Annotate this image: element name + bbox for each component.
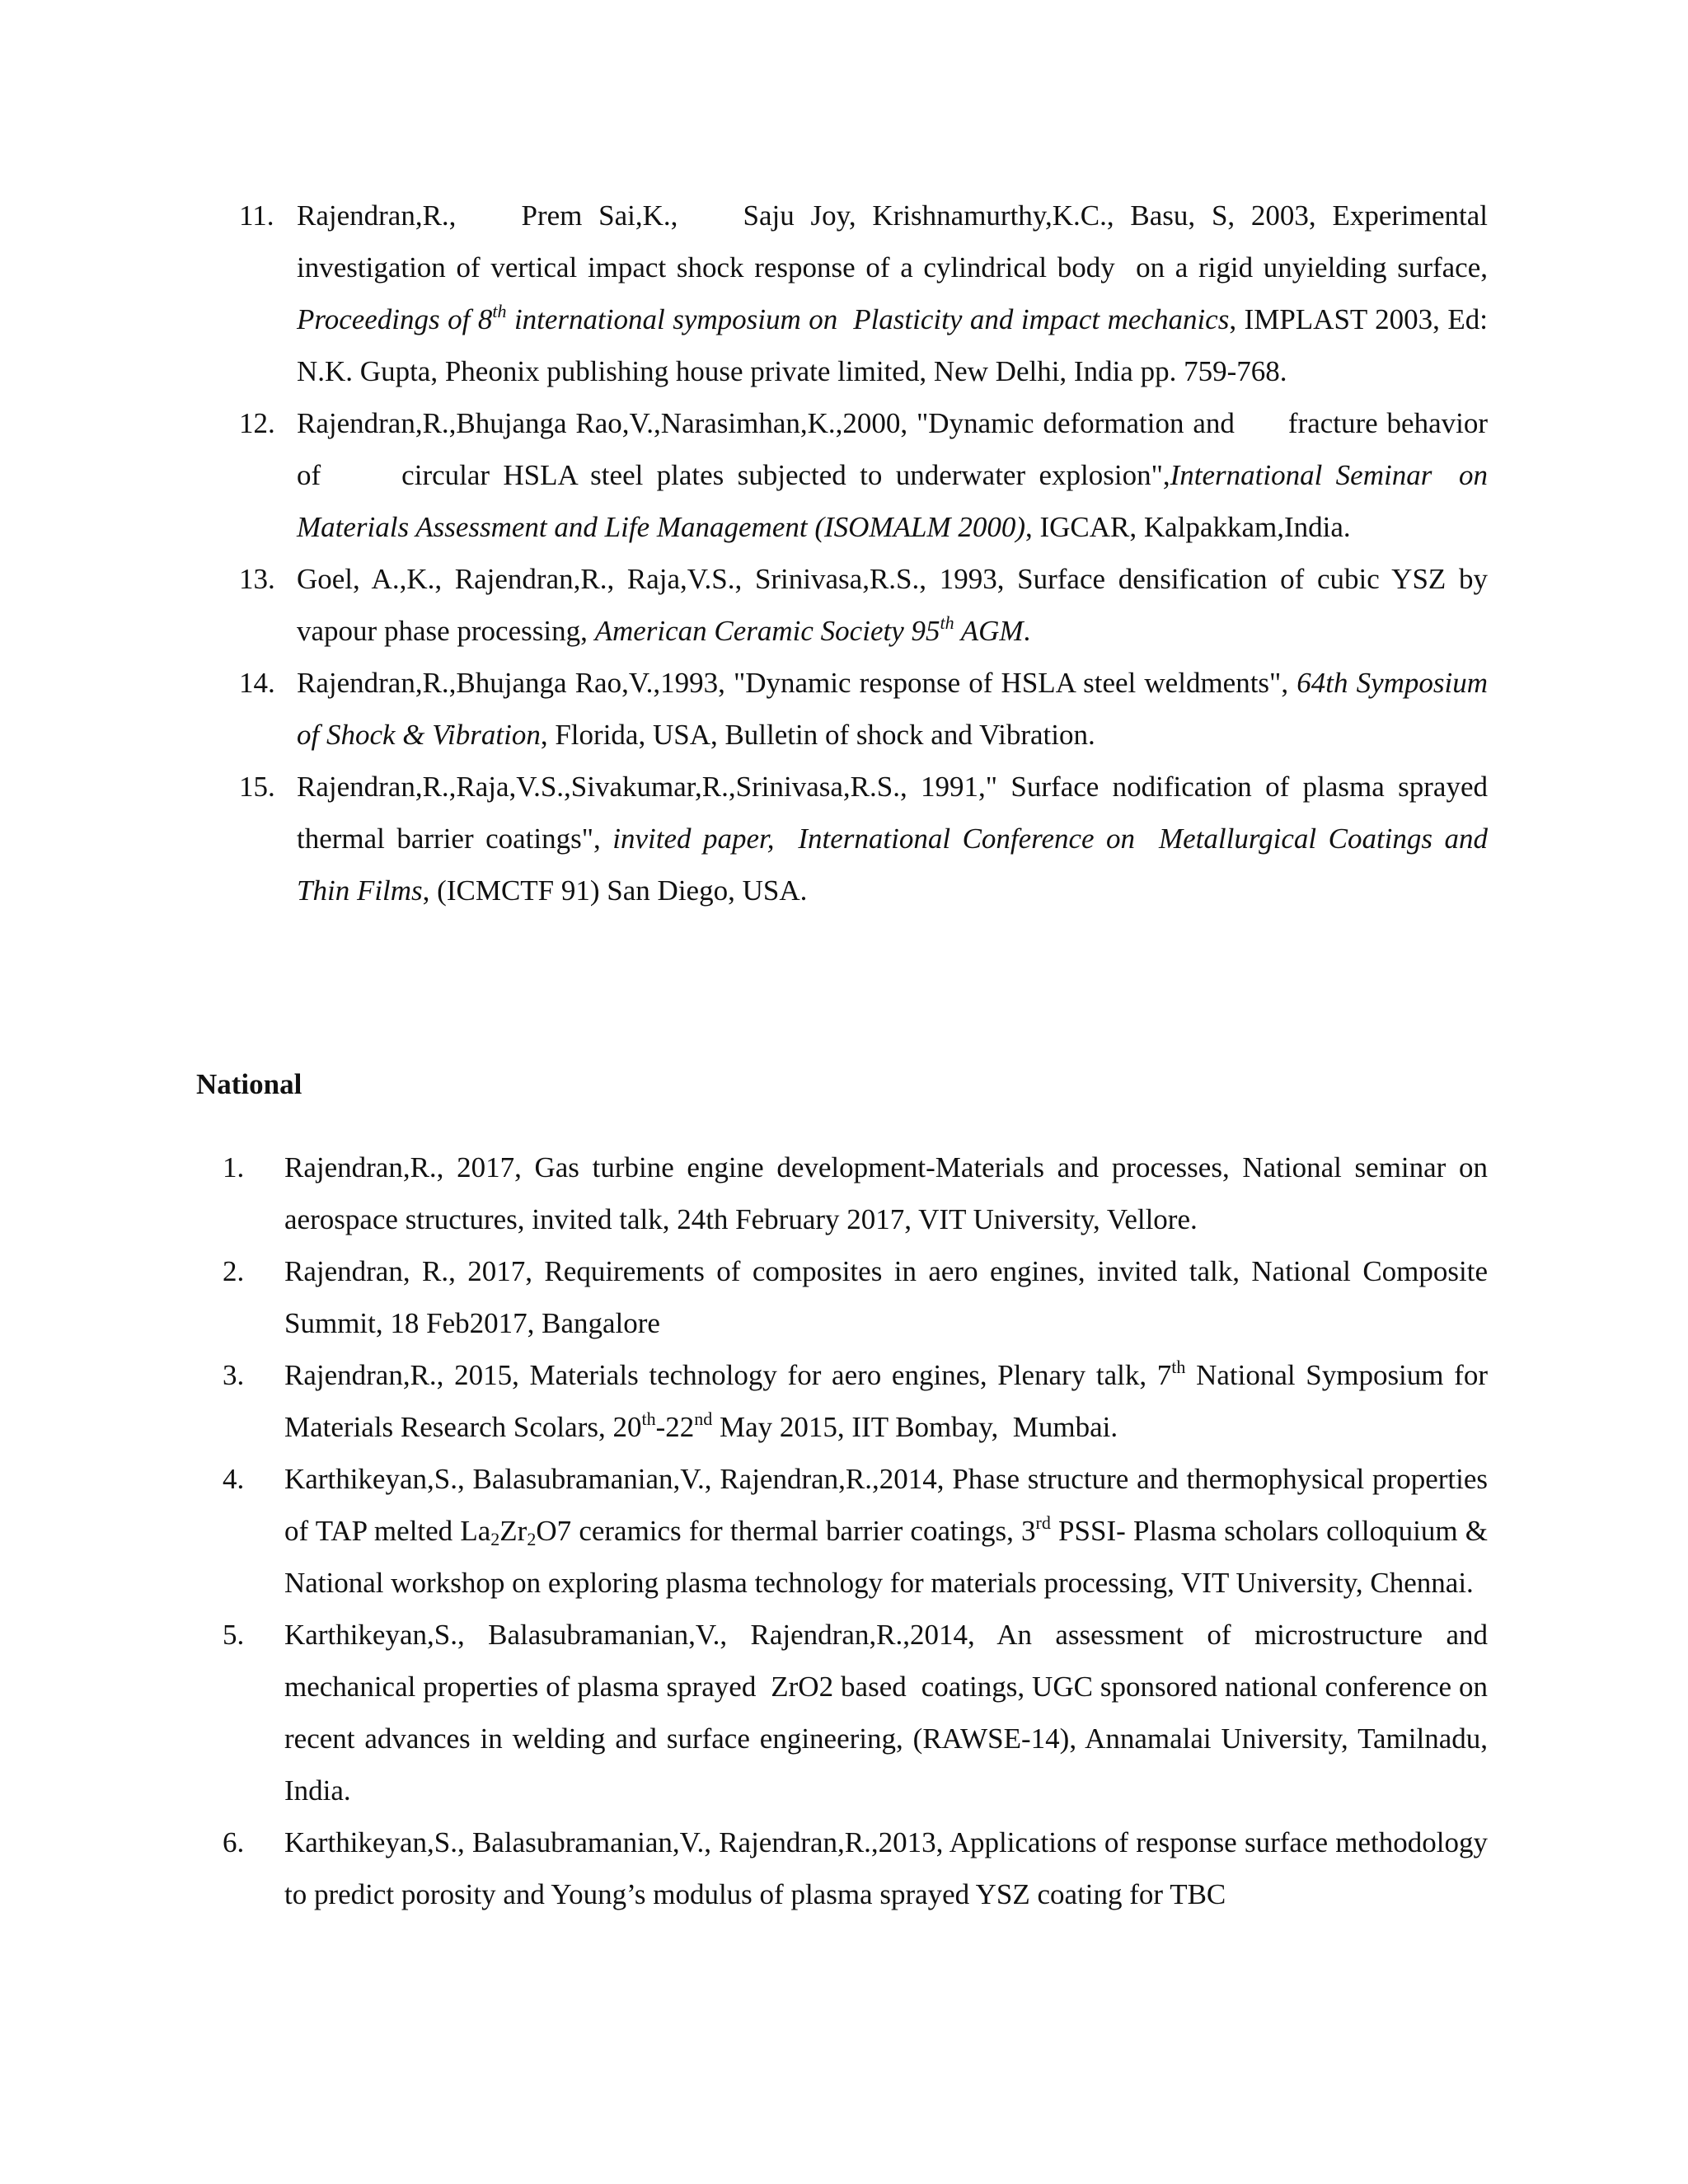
reference-number: 2. [223, 1255, 245, 1287]
text-segment: National Symposium for Materials Research Scolars, 20 [284, 1359, 1488, 1443]
superscript: th [940, 612, 954, 633]
superscript: th [492, 301, 507, 321]
reference-item [239, 397, 1488, 553]
text-segment: Rajendran,R.,Bhujanga Rao,V.,Narasimhan,K.,2000, "Dynamic deformation and fracture behavior of circular HSLA steel plates subjected to underwater explosion", [297, 407, 1488, 491]
reference-number: 5. [223, 1619, 245, 1651]
text-segment: May 2015, IIT Bombay, Mumbai. [712, 1411, 1118, 1443]
reference-item [239, 553, 1488, 657]
reference-text [284, 1453, 1488, 1609]
international-publication-list [239, 190, 1488, 916]
text-segment: O7 ceramics for thermal barrier coatings, 3 [536, 1515, 1036, 1547]
superscript: th [1171, 1357, 1186, 1377]
text-segment: Rajendran,R.,Bhujanga Rao,V.,1993, "Dynamic response of HSLA steel weldments", [297, 667, 1297, 699]
reference-text [297, 657, 1488, 761]
text-segment: . [1023, 615, 1031, 647]
reference-item [223, 1816, 1488, 1920]
italic-segment: American Ceramic Society 95 [594, 615, 940, 647]
italic-segment: invited paper, International Conference on Metallurgical Coatings and Thin Films [297, 823, 1488, 907]
subscript: 2 [490, 1529, 500, 1549]
text-segment: Rajendran, R., 2017, Requirements of composites in aero engines, invited talk, National Composite Summit, 18 Feb2017, Bangalore [284, 1255, 1488, 1339]
reference-number: 14. [239, 667, 275, 699]
reference-item [239, 657, 1488, 761]
reference-item [239, 190, 1488, 397]
reference-text [297, 190, 1488, 397]
text-segment: , IMPLAST 2003, Ed: N.K. Gupta, Pheonix publishing house private limited, New Delhi, India pp. 759-768. [297, 303, 1488, 387]
subscript: 2 [527, 1529, 537, 1549]
reference-number: 4. [223, 1463, 245, 1495]
text-segment: Zr [499, 1515, 528, 1547]
reference-number: 6. [223, 1826, 245, 1858]
national-section-heading: National [196, 1068, 302, 1100]
reference-item [223, 1609, 1488, 1816]
italic-segment: International Seminar on Materials Assessment and Life Management (ISOMALM 2000) [297, 459, 1488, 543]
text-segment: Karthikeyan,S., Balasubramanian,V., Rajendran,R.,2014, Phase structure and thermophysical properties of TAP melted La [284, 1463, 1488, 1547]
reference-number: 12. [239, 407, 275, 439]
italic-segment: 64th Symposium of Shock & Vibration [297, 667, 1489, 751]
text-segment: , IGCAR, Kalpakkam,India. [1025, 511, 1351, 543]
reference-text [284, 1609, 1488, 1816]
reference-number: 11. [239, 199, 274, 232]
superscript: nd [694, 1408, 713, 1429]
reference-text [297, 397, 1488, 553]
text-segment: Rajendran,R., Prem Sai,K., Saju Joy, Krishnamurthy,K.C., Basu, S, 2003, Experimental investigation of vertical impact shock response of a cylindrical body on a rigid unyielding surface, [297, 199, 1488, 284]
reference-number: 3. [223, 1359, 245, 1391]
reference-text [284, 1349, 1488, 1453]
national-publication-list [223, 1141, 1488, 1920]
text-segment: Rajendran,R.,Raja,V.S.,Sivakumar,R.,Srinivasa,R.S., 1991," Surface nodification of plasma sprayed thermal barrier coatings", [297, 771, 1488, 855]
reference-item [223, 1349, 1488, 1453]
italic-segment: AGM [954, 615, 1024, 647]
reference-text [297, 553, 1488, 657]
italic-segment: international symposium on Plasticity and impact mechanics [506, 303, 1230, 335]
reference-item [223, 1141, 1488, 1245]
superscript: th [641, 1408, 656, 1429]
text-segment: Goel, A.,K., Rajendran,R., Raja,V.S., Srinivasa,R.S., 1993, Surface densification of cubic YSZ by vapour phase processing, [297, 563, 1488, 647]
reference-number: 15. [239, 771, 275, 803]
text-segment: Rajendran,R., 2015, Materials technology for aero engines, Plenary talk, 7 [284, 1359, 1172, 1391]
reference-text [297, 761, 1488, 916]
reference-text [284, 1816, 1488, 1920]
text-segment: -22 [655, 1411, 695, 1443]
italic-segment: Proceedings of 8 [297, 303, 493, 335]
text-segment: Rajendran,R., 2017, Gas turbine engine development-Materials and processes, National seminar on aerospace structures, invited talk, 24th February 2017, VIT University, Vellore. [284, 1151, 1488, 1235]
reference-number: 1. [223, 1151, 245, 1183]
superscript: rd [1035, 1512, 1051, 1533]
reference-item [239, 761, 1488, 916]
reference-item [223, 1453, 1488, 1609]
reference-item [223, 1245, 1488, 1349]
reference-text [284, 1245, 1488, 1349]
reference-number: 13. [239, 563, 275, 595]
reference-text [284, 1141, 1488, 1245]
text-segment: Karthikeyan,S., Balasubramanian,V., Rajendran,R.,2013, Applications of response surface methodology to predict porosity and Young’s modulus of plasma sprayed YSZ coating for TBC [284, 1826, 1488, 1910]
text-segment: Karthikeyan,S., Balasubramanian,V., Rajendran,R.,2014, An assessment of microstructure and mechanical properties of plasma sprayed ZrO2 based coatings, UGC sponsored national conference on recent advances in welding and surface engineering, (RAWSE-14), Annamalai University, Tamilnadu, India. [284, 1619, 1488, 1807]
text-segment: , Florida, USA, Bulletin of shock and Vibration. [540, 719, 1095, 751]
text-segment: PSSI- Plasma scholars colloquium & National workshop on exploring plasma technology for materials processing, VIT University, Chennai. [284, 1515, 1489, 1599]
text-segment: , (ICMCTF 91) San Diego, USA. [422, 874, 808, 907]
